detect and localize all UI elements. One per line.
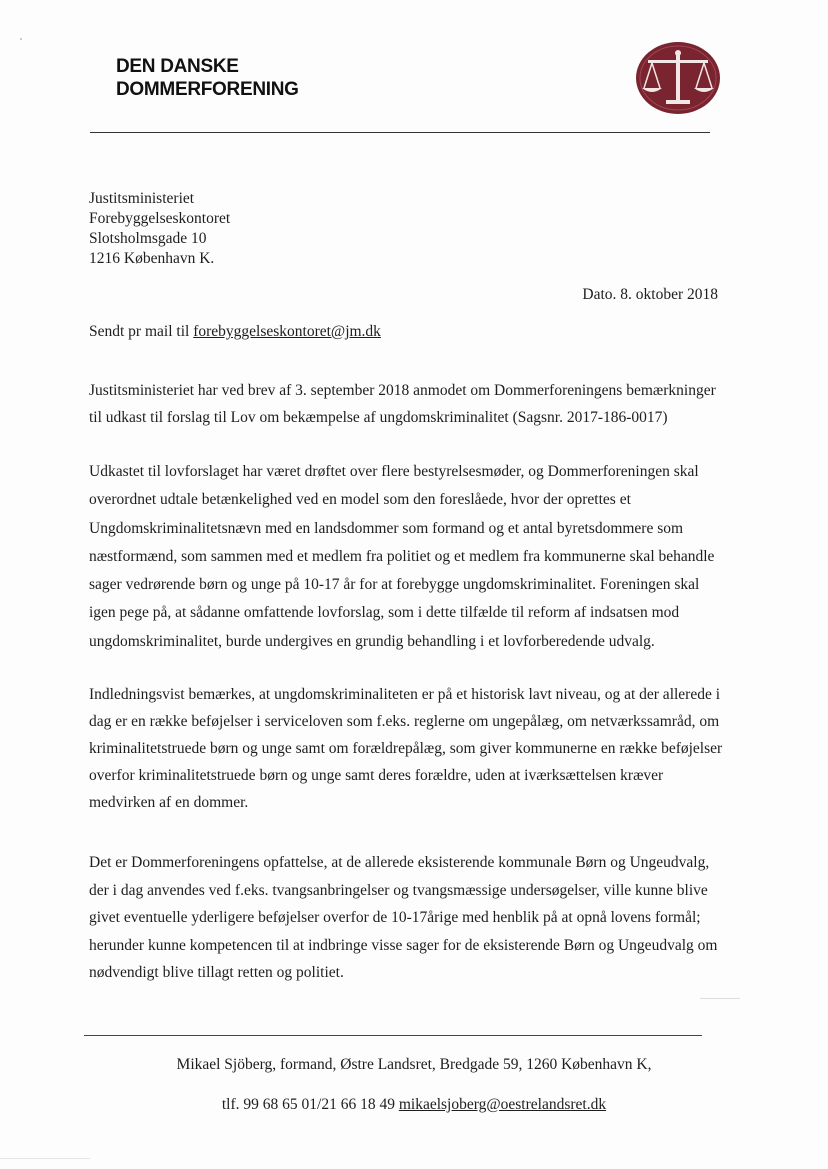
scan-artifact [700, 998, 740, 999]
paragraph-1 [89, 377, 744, 431]
scan-speck [20, 38, 22, 40]
recipient-line-4: 1216 København K. [89, 250, 215, 267]
paragraph-line: overfor kriminalitetstruede børn og unge samt deres forældre, uden at iværksættelsen kræver [89, 767, 664, 784]
recipient-address [89, 189, 230, 269]
paragraph-line: Justitsministeriet har ved brev af 3. september 2018 anmodet om Dommerforeningens bemærkninger [89, 382, 716, 399]
paragraph-line: sager vedrørende børn og unge på 10-17 år for at forebygge ungdomskriminalitet. Foreningen skal [89, 576, 700, 594]
org-name-line-2: DOMMERFORENING [116, 79, 299, 100]
paragraph-line: overordnet udtale betænkelighed ved en model som den foreslåede, hvor der oprettes et [89, 491, 631, 509]
paragraph-line: medvirken af en dommer. [89, 794, 249, 811]
org-name-line-1: DEN DANSKE [116, 56, 239, 77]
sent-by-mail-line [89, 323, 381, 341]
paragraph-3 [89, 681, 744, 816]
paragraph-line: til udkast til forslag til Lov om bekæmpelse af ungdomskriminalitet (Sagsnr. 2017-186-0017) [89, 409, 668, 426]
paragraph-line: kriminalitetstruede børn og unge samt om forældrepålæg, som giver kommunerne en række beføjelser [89, 740, 723, 757]
paragraph-4 [89, 849, 744, 987]
paragraph-2 [89, 458, 744, 656]
paragraph-line: Det er Dommerforeningens opfattelse, at de allerede eksisterende kommunale Børn og Ungeudvalg, [89, 854, 710, 871]
paragraph-line: Ungdomskriminalitetsnævn med en landsdommer som formand og et antal byretsdommere som [89, 519, 684, 537]
recipient-line-3: Slotsholmsgade 10 [89, 230, 207, 247]
paragraph-line: Indledningsvist bemærkes, at ungdomskriminaliteten er på et historisk lavt niveau, og at der allerede i [89, 686, 721, 703]
paragraph-line: der i dag anvendes ved f.eks. tvangsanbringelser og tvangsmæssige undersøgelser, ville kunne blive [89, 881, 708, 899]
footer-phone: tlf. 99 68 65 01/21 66 18 49 [221, 1096, 399, 1113]
paragraph-line: givet eventuelle yderligere beføjelser overfor de 10-17årige med henblik på at opnå lovens formål; [89, 909, 701, 926]
letter-date: Dato. 8. oktober 2018 [582, 286, 718, 303]
paragraph-line: igen pege på, at sådanne omfattende lovforslag, som i dette tilfælde til reform af indsatsen mod [89, 604, 680, 622]
recipient-line-1: Justitsministeriet [89, 190, 195, 207]
sent-by-prefix: Sendt pr mail til [89, 323, 194, 340]
footer-contact [0, 1096, 828, 1114]
paragraph-line: Udkastet til lovforslaget har været drøftet over flere bestyrelsesmøder, og Dommerforeningen skal [89, 463, 699, 480]
paragraph-line: næstformænd, som sammen med et medlem fra politiet og et medlem fra kommunerne skal behandle [89, 547, 715, 565]
organization-name [116, 55, 299, 101]
footer-divider [84, 1035, 702, 1036]
header-divider [90, 132, 710, 133]
paragraph-line: nødvendigt blive tillagt retten og politiet. [89, 964, 344, 981]
paragraph-line: ungdomskriminalitet, burde undergives en grundig behandling i et lovforberedende udvalg. [89, 632, 655, 650]
scales-of-justice-seal-icon [634, 40, 722, 116]
footer-address: Mikael Sjöberg, formand, Østre Landsret, Bredgade 59, 1260 København K, [176, 1056, 652, 1073]
recipient-email-link[interactable]: forebyggelseskontoret@jm.dk [193, 323, 381, 340]
paragraph-line: herunder kunne kompetencen til at indbringe visse sager for de eksisterende Børn og Ungeudvalg om [89, 936, 718, 954]
recipient-line-2: Forebyggelseskontoret [89, 210, 231, 227]
scan-artifact [0, 1158, 90, 1159]
paragraph-line: dag er en række beføjelser i serviceloven som f.eks. reglerne om ungepålæg, om netværkssamråd, om [89, 713, 720, 730]
footer-email-link[interactable]: mikaelsjoberg@oestrelandsret.dk [398, 1096, 607, 1113]
